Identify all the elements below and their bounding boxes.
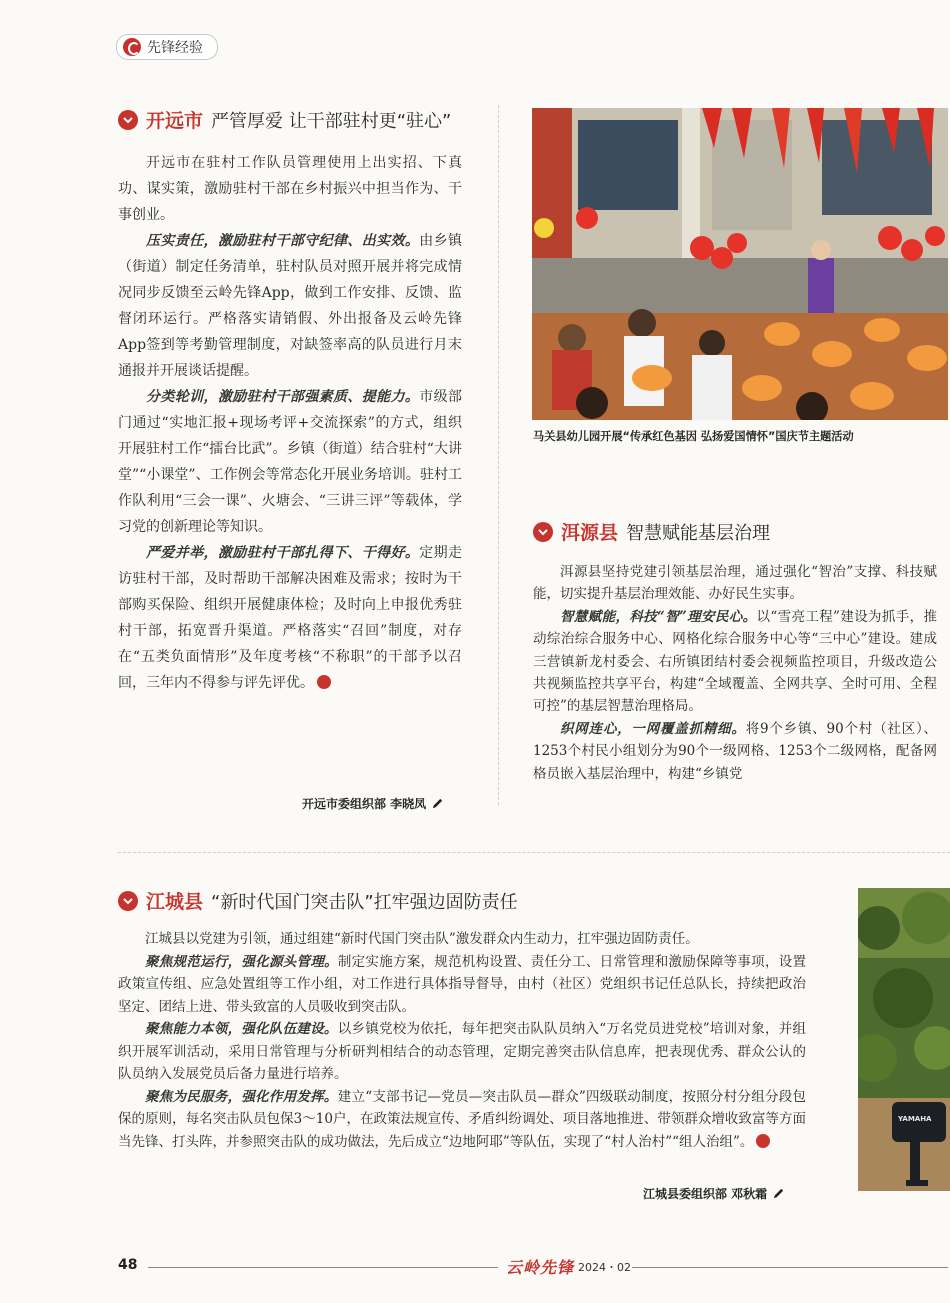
jiangcheng-article [118,928,806,1153]
jiangcheng-author-text: 江城县委组织部 邓秋霜 [643,1187,768,1201]
pen-icon [431,797,444,810]
river-boat-photo [858,888,950,1191]
magazine-logo-icon [123,38,141,56]
eryuan-heading [533,518,770,545]
jiangcheng-paragraph-2 [118,1018,806,1086]
section-divider [118,852,950,853]
eryuan-county-name: 洱源县 [561,522,619,544]
kaiyuan-p1-text: 由乡镇（街道）制定任务清单，驻村队员对照开展并将完成情况同步反馈至云岭先锋App，做到工作安排、反馈、监督闭环运行。严格落实请销假、外出报备及云岭先锋App签到等考勤管理制度，对缺签率高的队员进行月末通报并开展谈话提醒。 [118,233,463,379]
kaiyuan-paragraph-3 [118,540,462,696]
jiangcheng-paragraph-1 [118,951,806,1019]
kaiyuan-p1-lead: 压实责任，激励驻村干部守纪律、出实效。 [146,233,420,249]
chevron-down-icon [533,522,553,542]
photo-caption: 马关县幼儿园开展“传承红色基因 弘扬爱国情怀”国庆节主题活动 [533,430,854,443]
column-tag [116,34,218,60]
chevron-down-icon [118,891,138,911]
jiangcheng-county-name: 江城县 [146,891,204,913]
eryuan-p2-lead: 织网连心，一网覆盖抓精细。 [560,720,746,737]
jiangcheng-p3-text: 建立“支部书记—党员—突击队员—群众”四级联动制度，按照分村分组分段包保的原则，每名突击队员包保3～10户，在政策法规宣传、矛盾纠纷调处、项目落地推进、带领群众增收致富等方面当先锋、打头阵，并参照突击队的成功做法，先后成立“边地阿耶”等队伍，实现了“村人治村”“组人治组”。 [118,1088,806,1150]
eryuan-p1-text: 以“雪亮工程”建设为抓手，推动综治综合服务中心、网格化综合服务中心等“三中心”建设。建成三营镇新龙村委会、右所镇团结村委会视频监控项目，升级改造公共视频监控共享平台，构建“全域覆盖、全网共享、全时可用、全程可控”的基层智慧治理格局。 [533,608,938,715]
column-divider [498,105,499,805]
issue-number: 2024・02 [578,1261,631,1274]
magazine-name: 云岭先锋 [506,1258,575,1277]
eryuan-paragraph-1 [533,606,937,718]
jiangcheng-p1-text: 制定实施方案，规范机构设置、责任分工、日常管理和激励保障等事项，设置政策宣传组、应急处置组等工作小组，对工作进行具体指导督导，由村（社区）党组织书记任总队长，持续把政治坚定、团结上进、带头致富的人员吸收到突击队。 [118,953,807,1015]
footer-rule-right [632,1267,948,1268]
jiangcheng-title: “新时代国门突击队”扛牢强边固防责任 [211,891,518,913]
chevron-down-icon [118,110,138,130]
kaiyuan-author-text: 开远市委组织部 李晓凤 [302,797,427,811]
kaiyuan-paragraph-2 [118,384,462,540]
eryuan-p1-lead: 智慧赋能，科技“智”理安民心。 [560,608,757,625]
jiangcheng-p2-lead: 聚焦能力本领，强化队伍建设。 [145,1021,338,1037]
eryuan-paragraph-2 [533,718,937,785]
boat-brand-label: YAMAHA [898,1115,932,1123]
kaiyuan-p2-text: 市级部门通过“实地汇报+现场考评+交流探索”的方式，组织开展驻村工作“擂台比武”。乡镇（街道）结合驻村“大讲堂”“小课堂”、工作例会等常态化开展业务培训。驻村工作队利用“三会一课”、火塘会、“三讲三评”等载体，学习党的创新理论等知识。 [118,389,463,535]
jiangcheng-author [643,1185,785,1202]
end-mark-icon [317,675,331,689]
footer-rule-left [148,1267,498,1268]
kaiyuan-p3-lead: 严爱并举，激励驻村干部扎得下、干得好。 [146,545,420,561]
kaiyuan-title: 严管厚爱 让干部驻村更“驻心” [211,110,452,132]
kaiyuan-author [302,795,444,812]
kaiyuan-county-name: 开远市 [146,110,204,132]
kaiyuan-heading [118,106,451,133]
kindergarten-photo-image [532,108,948,420]
jiangcheng-intro: 江城县以党建为引领，通过组建“新时代国门突击队”激发群众内生动力，扛牢强边固防责任。 [145,931,699,947]
page-number: 48 [118,1257,138,1273]
jiangcheng-p1-lead: 聚焦规范运行，强化源头管理。 [145,953,338,970]
kindergarten-photo [532,108,948,420]
end-mark-icon [756,1134,770,1148]
eryuan-intro: 洱源县坚持党建引领基层治理，通过强化“智治”支撑、科技赋能，切实提升基层治理效能、办好民生实事。 [533,564,937,603]
eryuan-title: 智慧赋能基层治理 [626,522,771,544]
kaiyuan-p3-text: 定期走访驻村干部，及时帮助干部解决困难及需求；按时为干部购买保险、组织开展健康体检；及时向上申报优秀驻村干部，拓宽晋升渠道。严格落实“召回”制度，对存在“五类负面情形”及年度考核“不称职”的干部予以召回，三年内不得参与评先评优。 [118,545,463,691]
jiangcheng-heading [118,887,518,914]
pen-icon [772,1187,785,1200]
eryuan-article [533,561,937,785]
kaiyuan-p2-lead: 分类轮训，激励驻村干部强素质、提能力。 [146,389,420,405]
jiangcheng-p3-lead: 聚焦为民服务，强化作用发挥。 [145,1088,338,1105]
river-boat-photo-image [858,888,950,1191]
column-name: 先锋经验 [147,40,203,56]
kaiyuan-intro: 开远市在驻村工作队员管理使用上出实招、下真功、谋实策，激励驻村干部在乡村振兴中担当作为、干事创业。 [118,155,462,223]
jiangcheng-paragraph-3 [118,1086,806,1154]
eryuan-p2-text: 将9个乡镇、90个村（社区）、1253个村民小组划分为90个一级网格、1253个二级网格，配备网格员嵌入基层治理中，构建“乡镇党 [533,720,937,782]
kaiyuan-paragraph-1 [118,228,462,384]
jiangcheng-p2-text: 以乡镇党校为依托，每年把突击队队员纳入“万名党员进党校”培训对象，并组织开展军训活动，采用日常管理与分析研判相结合的动态管理，定期完善突击队信息库，把表现优秀、群众公认的队员纳入发展党员后备力量进行培养。 [118,1021,806,1082]
kaiyuan-article [118,150,462,696]
